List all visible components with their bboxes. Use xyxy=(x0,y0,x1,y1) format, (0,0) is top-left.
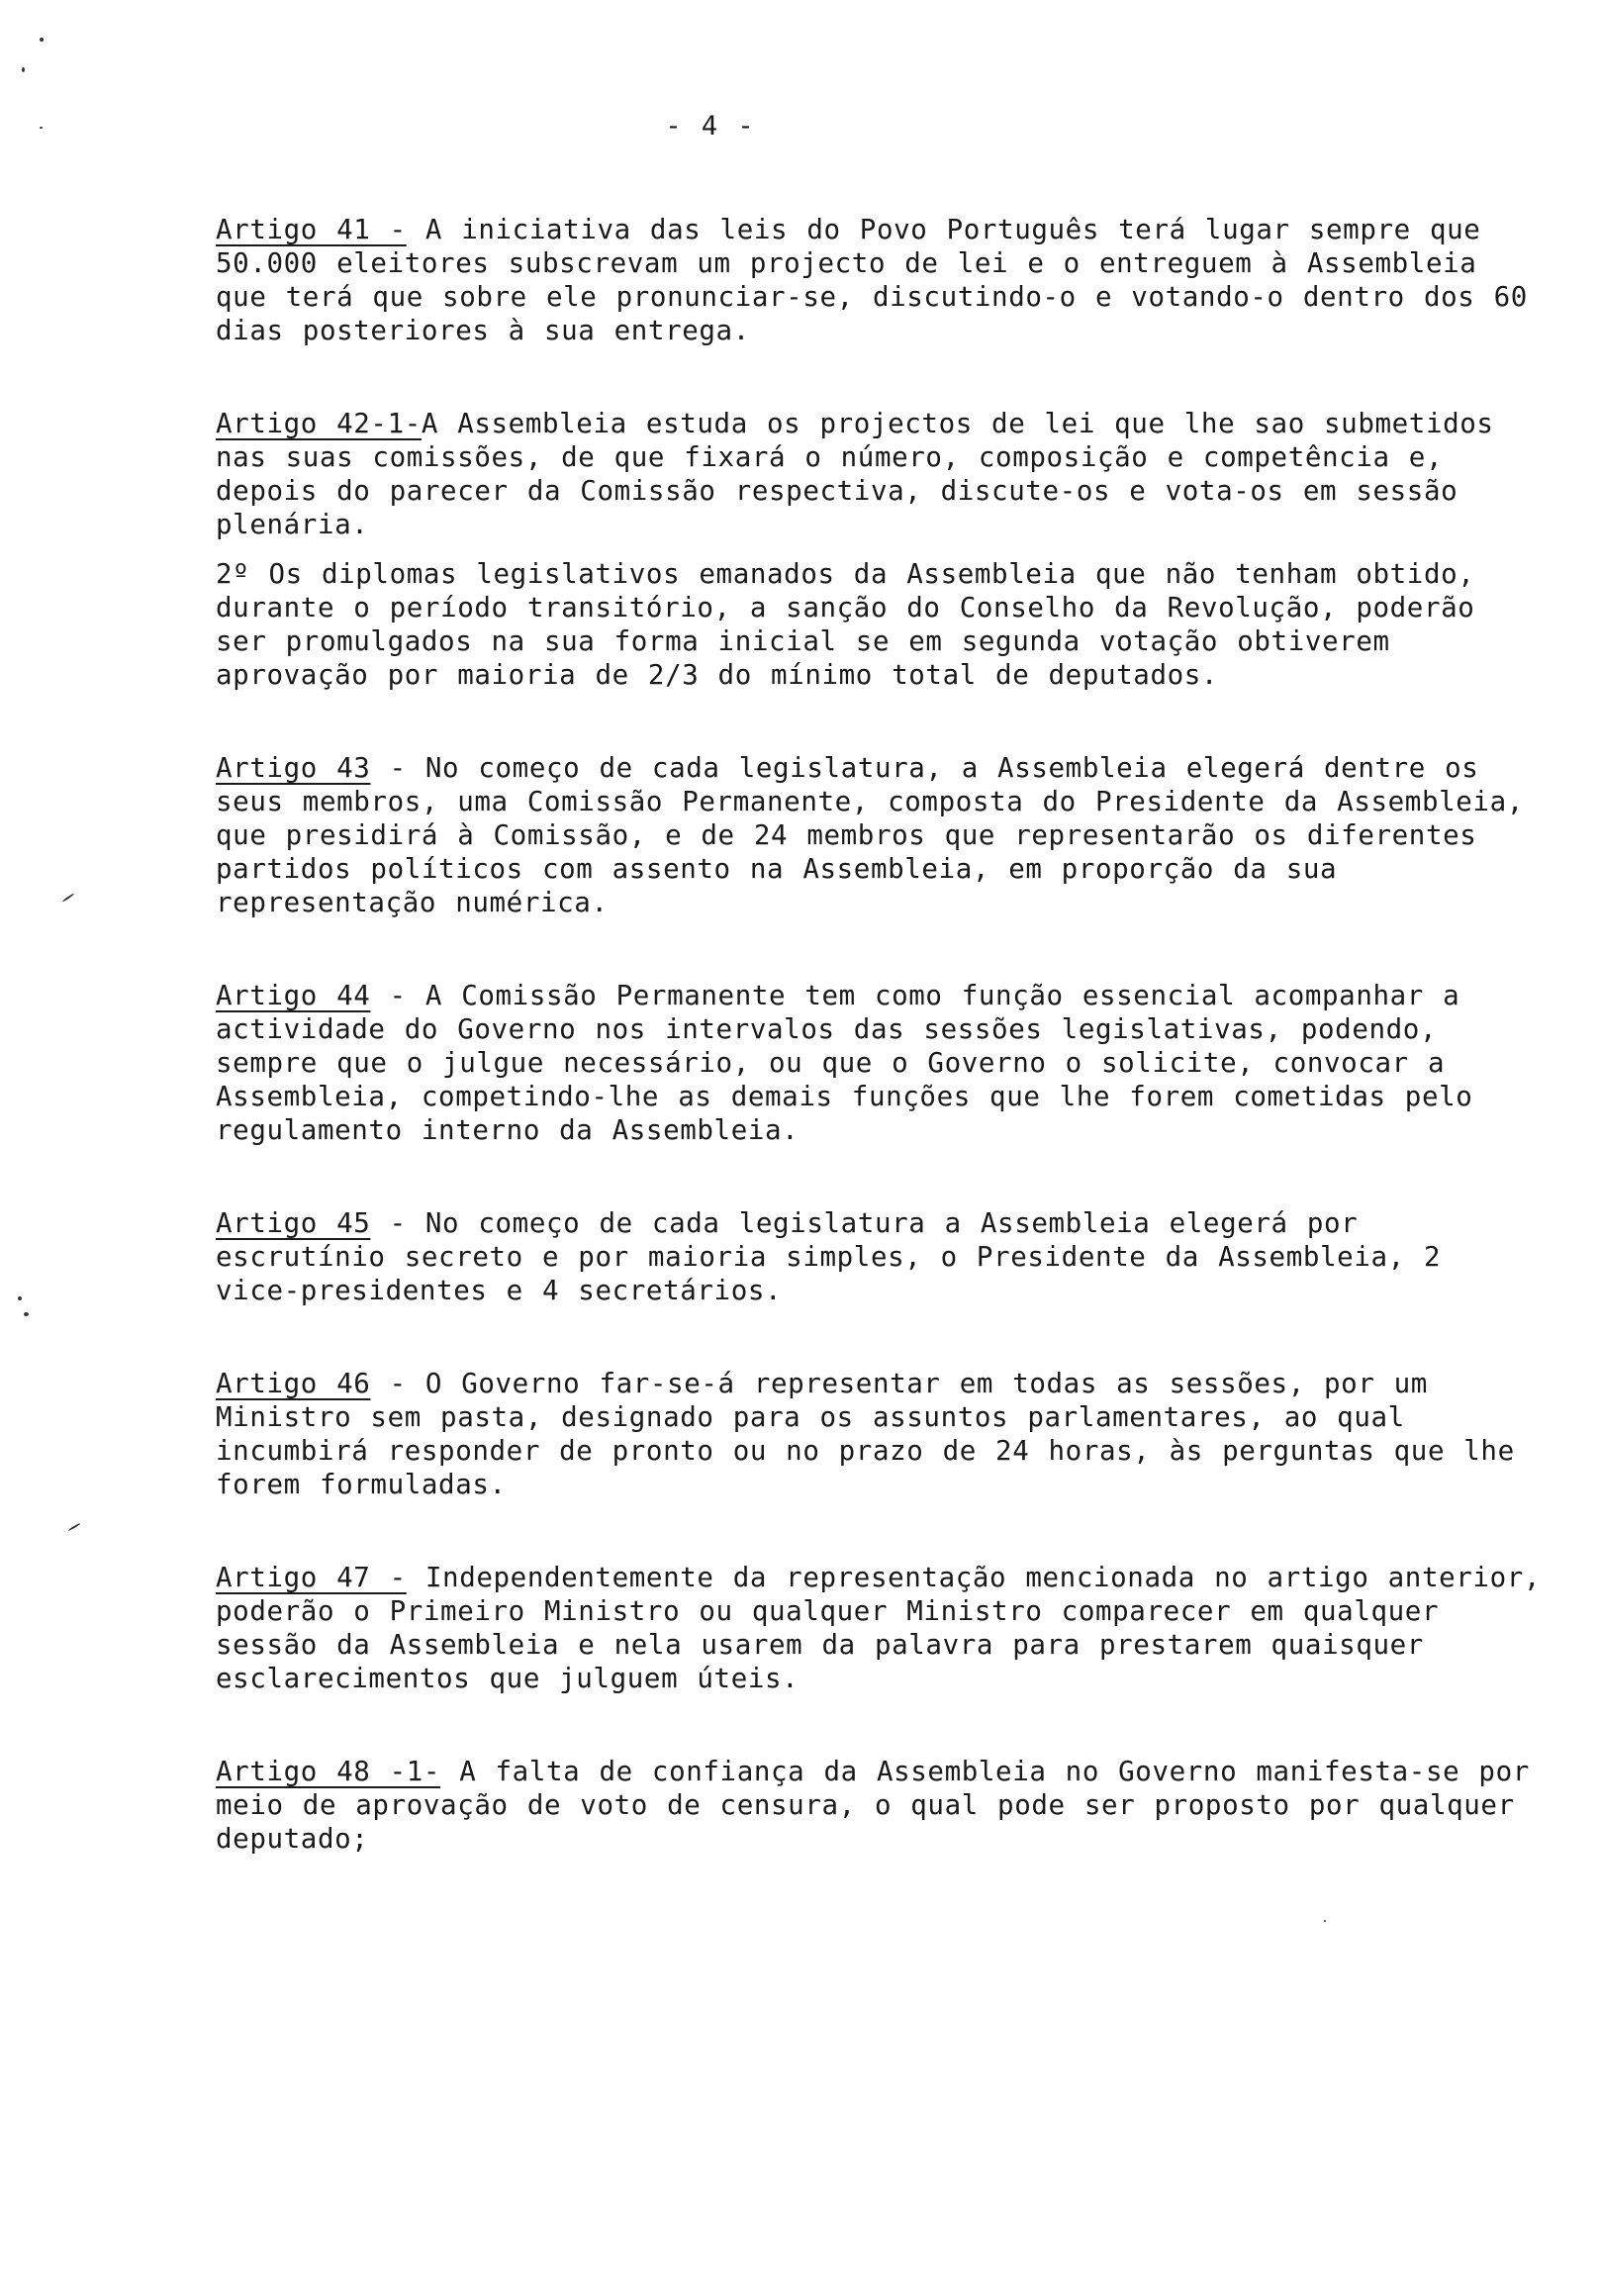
article-44-label: Artigo 44 xyxy=(216,980,371,1011)
article-43-label: Artigo 43 xyxy=(216,752,371,784)
article-47 xyxy=(216,1561,1560,1695)
article-46-label: Artigo 46 xyxy=(216,1368,371,1399)
scan-speck xyxy=(40,127,43,129)
scan-speck xyxy=(62,893,75,903)
article-45 xyxy=(216,1206,1542,1307)
article-45-label: Artigo 45 xyxy=(216,1207,371,1239)
scan-speck xyxy=(22,67,25,72)
document-body xyxy=(216,213,1560,1856)
article-46-text: - O Governo far-se-á representar em todas as sessões, por um Ministro sem pasta, designado para os assuntos parlamentares, ao qual incumbirá responder de pronto ou no prazo de 24 horas, às perguntas que lhe forem formuladas. xyxy=(216,1368,1534,1500)
article-42-text: A Assembleia estuda os projectos de lei que lhe sao submetidos nas suas comissões, de que fixará o número, composição e competência e, depois do parecer da Comissão respectiva, discute-os e vota-os em sessão plenária. xyxy=(216,408,1513,540)
article-46 xyxy=(216,1367,1542,1501)
scan-speck xyxy=(24,1312,29,1316)
article-42-label: Artigo 42-1- xyxy=(216,408,422,439)
article-47-text: Independentemente da representação mencionada no artigo anterior, poderão o Primeiro Ministro ou qualquer Ministro comparecer em qualquer sessão da Assembleia e nela usarem da palavra para prestarem quaisquer esclarecimentos que julguem úteis. xyxy=(216,1562,1560,1694)
article-41-label: Artigo 41 - xyxy=(216,214,407,245)
article-45-text: - No começo de cada legislatura a Assembleia elegerá por escrutínio secreto e por maioria simples, o Presidente da Assembleia, 2 vice-presidentes e 4 secretários. xyxy=(216,1207,1460,1306)
article-41-text: A iniciativa das leis do Povo Português terá lugar sempre que 50.000 eleitores subscrevam um projecto de lei e o entreguem à Assembleia que terá que sobre ele pronunciar-se, discutindo-o e votando-o dentro dos 60 dias posteriores à sua entrega. xyxy=(216,214,1548,346)
scan-speck xyxy=(40,38,44,42)
page-number: - 4 - xyxy=(665,111,756,142)
article-44-text: - A Comissão Permanente tem como função essencial acompanhar a actividade do Governo nos intervalos das sessões legislativas, podendo, sempre que o julgue necessário, ou que o Governo o solicite, convocar a Assembleia, competindo-lhe as demais funções que lhe forem cometidas pelo regulamento interno da Assembleia. xyxy=(216,980,1492,1146)
article-41 xyxy=(216,213,1548,347)
article-44 xyxy=(216,979,1542,1147)
article-48 xyxy=(216,1755,1550,1856)
article-43-text: - No começo de cada legislatura, a Assembleia elegerá dentre os seus membros, uma Comissão Permanente, composta do Presidente da Assembleia, que presidirá à Comissão, e de 24 membros que representarão os diferentes partidos políticos com assento na Assembleia, em proporção da sua representação numérica. xyxy=(216,752,1544,918)
scan-speck xyxy=(18,1296,22,1300)
article-43 xyxy=(216,751,1542,919)
article-42-paragraph-2: 2º Os diplomas legislativos emanados da Assembleia que não tenham obtido, durante o período transitório, a sanção do Conselho da Revolução, poderão ser promulgados na sua forma inicial se em segunda votação obtiverem aprovação por maioria de 2/3 do mínimo total de deputados. xyxy=(216,558,1494,691)
scan-speck xyxy=(1324,1920,1326,1922)
article-48-text: A falta de confiança da Assembleia no Governo manifesta-se por meio de aprovação de voto de censura, o qual pode ser proposto por qualquer deputado; xyxy=(216,1756,1550,1855)
article-47-label: Artigo 47 - xyxy=(216,1562,407,1593)
article-42 xyxy=(216,407,1542,541)
scan-speck xyxy=(67,1523,80,1532)
article-48-label: Artigo 48 -1- xyxy=(216,1756,441,1787)
